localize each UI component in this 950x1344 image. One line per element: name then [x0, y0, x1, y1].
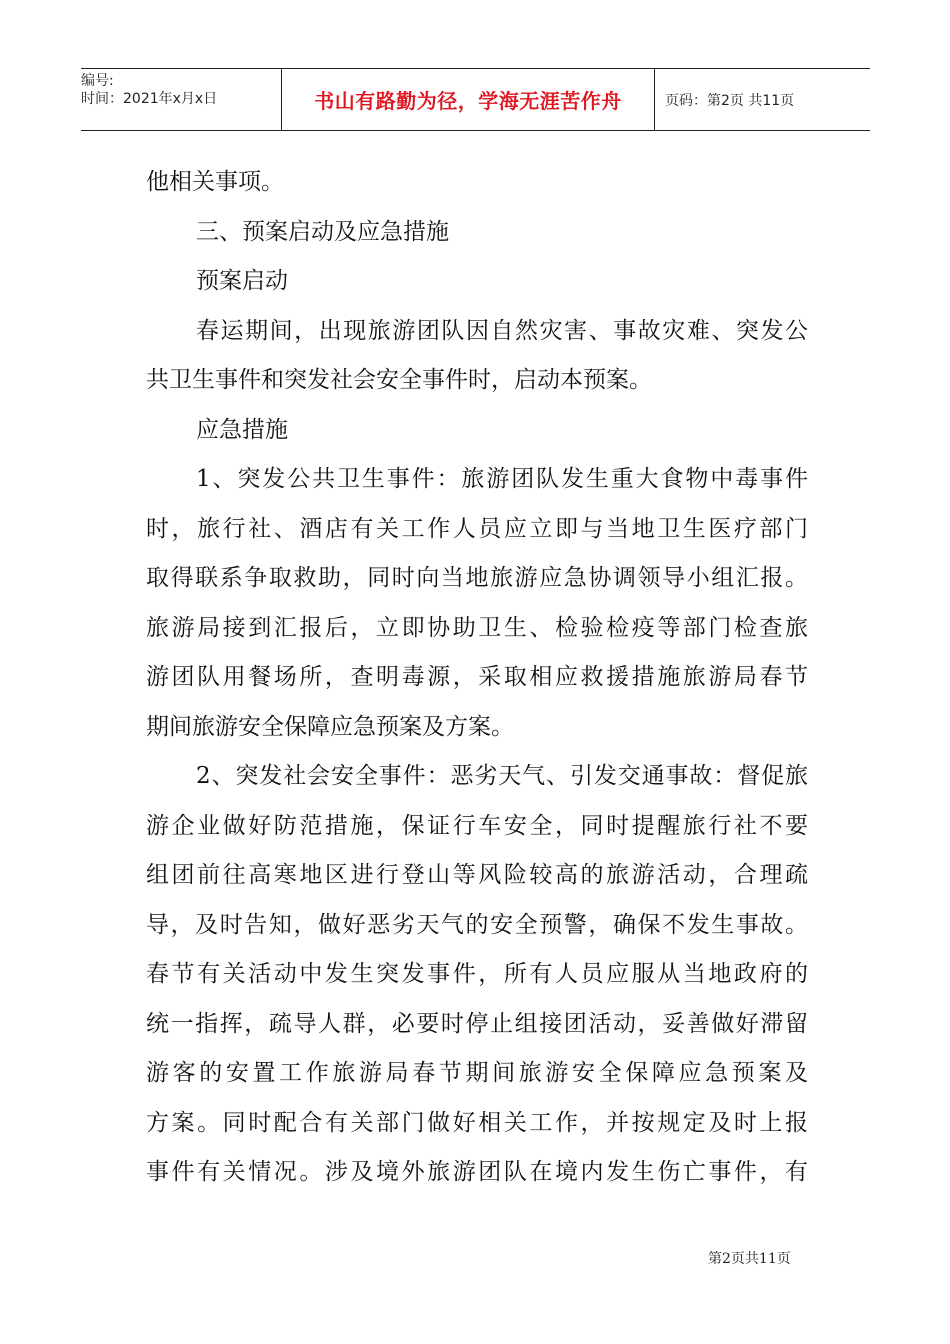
text-line: 旅游局接到汇报后，立即协助卫生、检验检疫等部门检查旅	[146, 614, 808, 641]
text-line: 2、突发社会安全事件：恶劣天气、引发交通事故：督促旅	[196, 763, 808, 789]
text-line: 游企业做好防范措施，保证行车安全，同时提醒旅行社不要	[146, 812, 808, 839]
document-number-label: 编号:	[81, 73, 114, 89]
text-line: 春运期间，出现旅游团队因自然灾害、事故灾难、突发公	[196, 317, 808, 344]
text-line: 统一指挥，疏导人群，必要时停止组接团活动，妥善做好滞留	[146, 1010, 808, 1037]
text-line: 游客的安置工作旅游局春节期间旅游安全保障应急预案及	[146, 1060, 808, 1086]
text-line: 组团前往高寒地区进行登山等风险较高的旅游活动，合理疏	[146, 862, 808, 888]
header-motto: 书山有路勤为径，学海无涯苦作舟	[282, 69, 655, 130]
document-date-label: 时间：2021年x月x日	[81, 91, 218, 107]
text-line: 期间旅游安全保障应急预案及方案。	[146, 713, 514, 740]
text-line: 三、预案启动及应急措施	[196, 218, 449, 245]
text-line: 预案启动	[196, 268, 288, 294]
text-line: 春节有关活动中发生突发事件，所有人员应服从当地政府的	[146, 961, 808, 987]
page-footer-number: 第2页共11页	[708, 1251, 791, 1267]
page-header	[81, 68, 870, 131]
text-line: 导，及时告知，做好恶劣天气的安全预警，确保不发生事故。	[146, 911, 808, 938]
header-page-number: 页码：第2页 共11页	[665, 92, 795, 109]
text-line: 时，旅行社、酒店有关工作人员应立即与当地卫生医疗部门	[146, 515, 808, 542]
text-line: 取得联系争取救助，同时向当地旅游应急协调领导小组汇报。	[146, 565, 808, 591]
text-line: 他相关事项。	[146, 169, 284, 195]
document-body	[146, 158, 808, 1198]
header-meta-cell	[81, 69, 282, 130]
text-line: 1、突发公共卫生事件：旅游团队发生重大食物中毒事件	[196, 466, 808, 492]
text-line: 方案。同时配合有关部门做好相关工作，并按规定及时上报	[146, 1109, 808, 1136]
text-line: 应急措施	[196, 416, 288, 443]
text-line: 游团队用餐场所，查明毒源，采取相应救援措施旅游局春节	[146, 664, 808, 690]
text-line: 事件有关情况。涉及境外旅游团队在境内发生伤亡事件，有	[146, 1159, 808, 1185]
text-line: 共卫生事件和突发社会安全事件时，启动本预案。	[146, 367, 652, 393]
